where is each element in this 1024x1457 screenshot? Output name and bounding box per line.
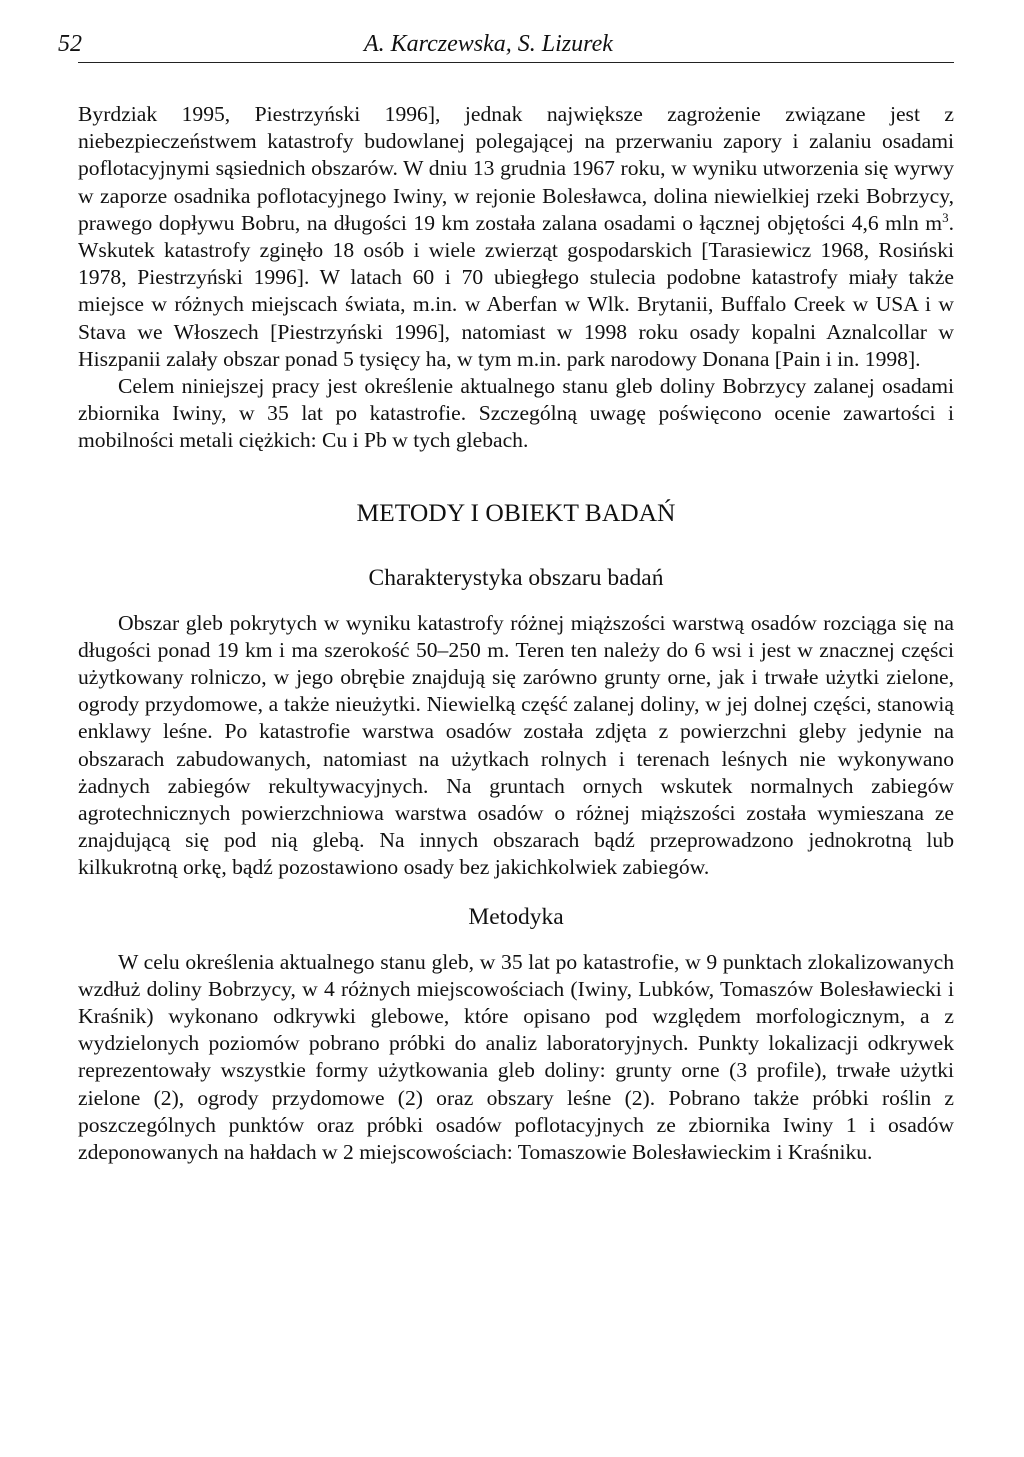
running-header: [58, 26, 954, 63]
superscript: 3: [942, 209, 949, 225]
paragraph-area-characteristics: Obszar gleb pokrytych w wyniku katastrofy różnej miąższości warstwą osadów rozciąga się na długości ponad 19 km i ma szerokość 50–250 m. Teren ten należy do 6 wsi i jest w znacznej części użytkowany rolniczo, w jego obrębie znajdują się zarówno grunty orne, jak i trwałe użytki zielone, ogrody przydomowe, a także nieużytki. Niewielką część zalanej doliny, w jej dolnej części, stanowią enklawy leśne. Po katastrofie warstwa osadów została zdjęta z powierzchni gleby jedynie na obszarach zabudowanych, natomiast na użytkach rolnych i terenach leśnych nie wykonywano żadnych zabiegów rekultywacyjnych. Na gruntach ornych wskutek normalnych zabiegów agrotechnicznych powierzchniowa warstwa osadów o różnej miąższości została wymieszana ze znajdującą się pod nią glebą. Na innych obszarach bądź przeprowadzono jednokrotną lub kilkukrotną orkę, bądź pozostawiono osady bez jakichkolwiek zabiegów.: [78, 610, 954, 880]
article-body: [78, 101, 954, 1166]
section-heading: METODY I OBIEKT BADAŃ: [356, 497, 676, 527]
paragraph-methods: W celu określenia aktualnego stanu gleb, w 35 lat po katastrofie, w 9 punktach zlokalizowanych wzdłuż doliny Bobrzycy, w 4 różnych miejscowościach (Iwiny, Lubków, Tomaszów Bolesławiecki i Kraśnik) wykonano odkrywki glebowe, które opisano pod względem morfologicznym, a z wydzielonych poziomów pobrano próbki do analiz laboratoryjnych. Punkty lokalizacji odkrywek reprezentowały wszystkie formy użytkowania gleb doliny: grunty orne (3 profile), trwałe użytki zielone (2), ogrody przydomowe (2) oraz obszary leśne (2). Pobrano także próbki roślin z poszczególnych punktów oraz próbki osadów poflotacyjnych ze zbiornika Iwiny 1 i osadów zdeponowanych na hałdach w 2 miejscowościach: Tomaszowie Bolesławieckim i Kraśniku.: [78, 949, 954, 1165]
paragraph-text: Byrdziak 1995, Piestrzyński 1996], jednak największe zagrożenie związane jest z niebezpieczeństwem katastrofy budowlanej polegającej na przerwaniu zapory i zalaniu osadami poflotacyjnymi sąsiednich obszarów. W dniu 13 grudnia 1967 roku, w wyniku utworzenia się wyrwy w zaporze osadnika poflotacyjnego Iwiny, w rejonie Bolesławca, dolina niewielkiej rzeki Bobrzycy, prawego dopływu Bobru, na długości 19 km została zalana osadami o łącznej objętości 4,6 mln m: [78, 102, 954, 235]
subsection-heading-methods: Metodyka: [468, 903, 564, 930]
paragraph-text-tail: . Wskutek katastrofy zginęło 18 osób i wiele zwierząt gospodarskich [Tarasiewicz 1968, Rosiński 1978, Piestrzyński 1996]. W latach 60 i 70 ubiegłego stulecia podobne katastrofy miały także miejsce w różnych miejscach świata, m.in. w Aberfan w Wlk. Brytanii, Buffalo Creek w USA i w Stava we Włoszech [Piestrzyński 1996], natomiast w 1998 roku osady kopalni Aznalcollar w Hiszpanii zalały obszar ponad 5 tysięcy ha, w tym m.in. park narodowy Donana [Pain i in. 1998].: [78, 210, 954, 371]
subsection-heading-area: Charakterystyka obszaru badań: [368, 564, 664, 591]
paper-page: [58, 26, 954, 1166]
paragraph-continuation: [78, 101, 954, 373]
page-number: 52: [58, 31, 82, 57]
running-header-authors: A. Karczewska, S. Lizurek: [364, 31, 613, 57]
paragraph-aim: Celem niniejszej pracy jest określenie aktualnego stanu gleb doliny Bobrzycy zalanej osadami zbiornika Iwiny, w 35 lat po katastrofie. Szczególną uwagę poświęcono ocenie zawartości i mobilności metali ciężkich: Cu i Pb w tych glebach.: [78, 374, 954, 453]
